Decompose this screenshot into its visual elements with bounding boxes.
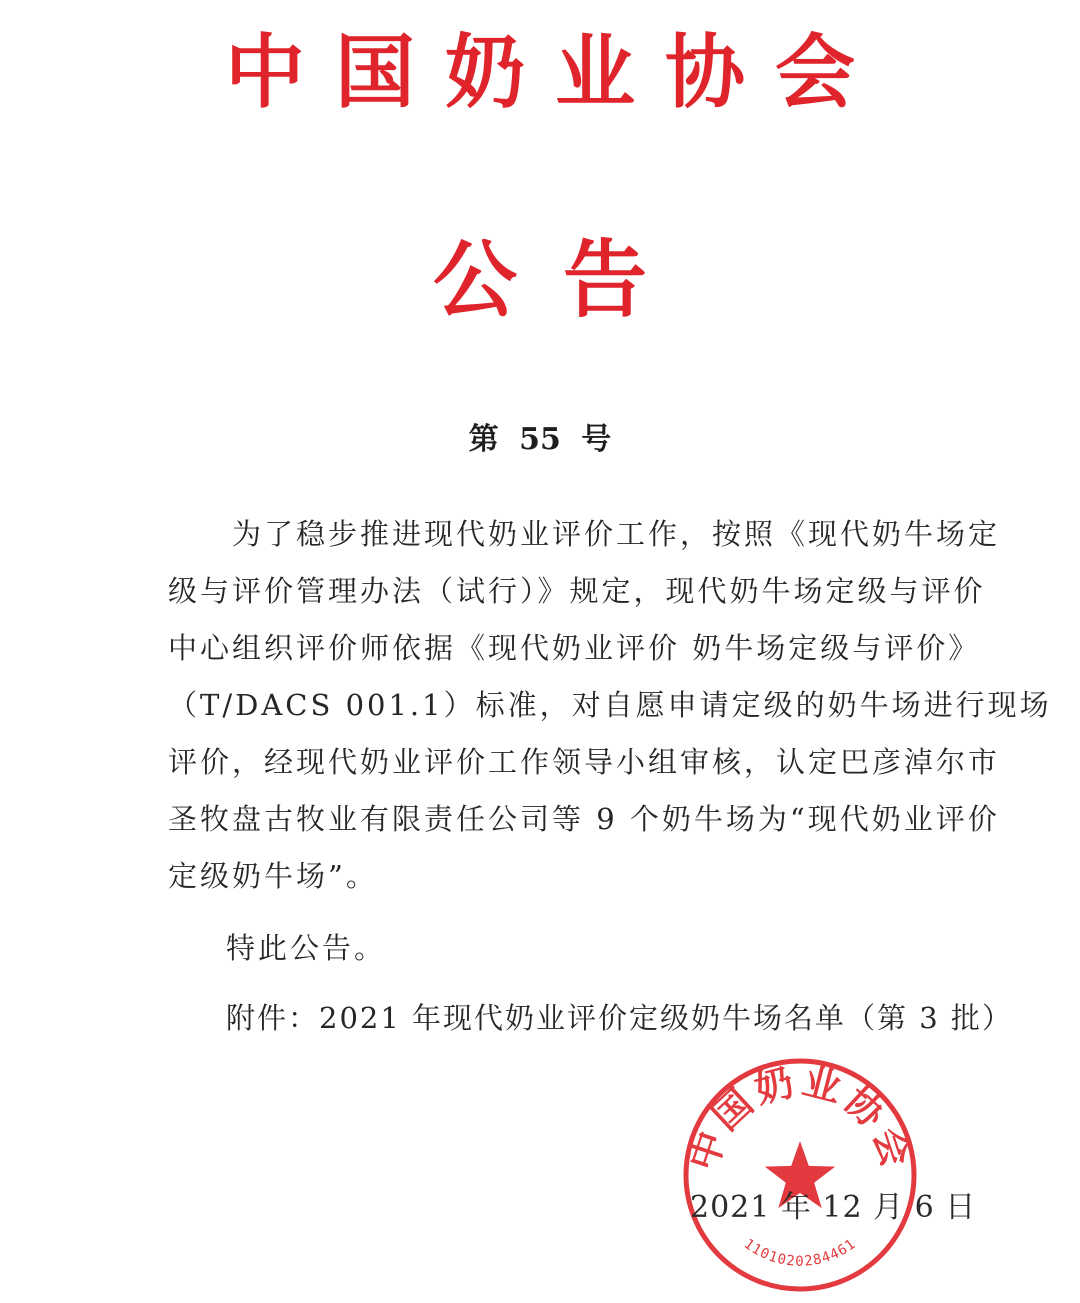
announcement-title: 公告 [432,231,693,329]
seal-code-text: 1101020284461 [740,1236,860,1270]
official-seal [680,1055,920,1295]
body-line: 圣牧盘古牧业有限责任公司等 9 个奶牛场为“现代奶业评价 [168,802,1000,836]
body-line: （T/DACS 001.1）标准，对自愿申请定级的奶牛场进行现场 [168,688,1052,722]
body-line: 中心组织评价师依据《现代奶业评价 奶牛场定级与评价》 [168,631,981,665]
issue-date: 2021 年 12 月 6 日 [690,1190,977,1225]
body-line: 定级奶牛场”。 [168,859,378,893]
attachment-note: 附件：2021 年现代奶业评价定级奶牛场名单（第 3 批） [226,1001,1013,1035]
body-line: 级与评价管理办法（试行）》规定，现代奶牛场定级与评价 [168,574,986,608]
seal-arc-text: 中国奶业协会 [680,1058,920,1176]
closing-statement: 特此公告。 [226,931,387,965]
body-line: 评价，经现代奶业评价工作领导小组审核，认定巴彦淖尔市 [168,745,1001,779]
body-line: 为了稳步推进现代奶业评价工作，按照《现代奶牛场定 [168,517,1001,551]
organization-header: 中国奶业协会 [225,26,885,119]
document-number: 第 55 号 [468,422,612,457]
announcement-body [168,506,1052,905]
